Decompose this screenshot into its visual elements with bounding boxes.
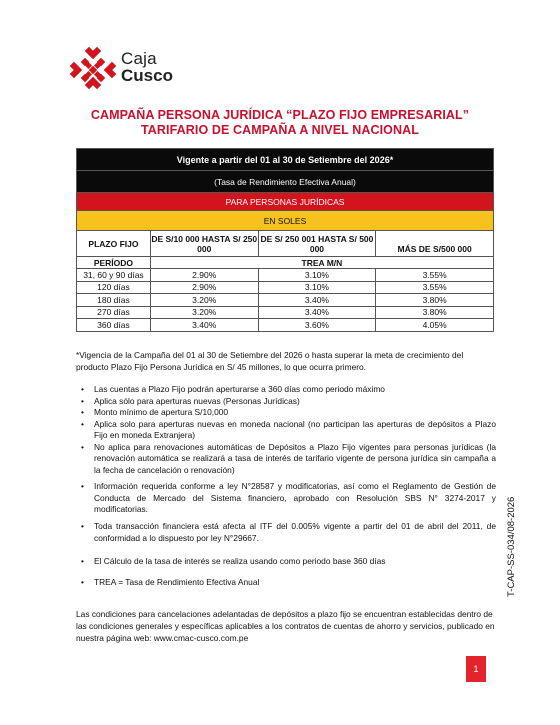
rate-cell: 3.55% xyxy=(376,269,494,282)
table-row xyxy=(77,294,494,307)
rate-cell: 3.20% xyxy=(150,306,258,319)
list-item: • Monto mínimo de apertura S/10,000 xyxy=(76,407,496,419)
rate-cell: 3.60% xyxy=(258,319,376,332)
document-subtitle: TARIFARIO DE CAMPAÑA A NIVEL NACIONAL xyxy=(140,123,419,137)
table-row xyxy=(77,319,494,332)
rate-type-header: (Tasa de Rendimiento Efectiva Anual) xyxy=(77,171,494,193)
conditions-list xyxy=(76,384,496,476)
rate-cell: 3.20% xyxy=(150,294,258,307)
rate-cell: 3.80% xyxy=(376,294,494,307)
period-label: PERÍODO xyxy=(77,257,151,269)
period-cell: 31, 60 y 90 días xyxy=(77,269,151,282)
period-cell: 180 días xyxy=(77,294,151,307)
validity-note: *Vigencia de la Campaña del 01 al 30 de Setiembre del 2026 o hasta superar la meta de crecimiento del producto Plazo Fijo Persona Jurídica en S/ 45 millones, lo que ocurra primero. xyxy=(76,350,464,372)
rate-cell: 3.40% xyxy=(150,319,258,332)
trea-definition-list xyxy=(76,577,496,589)
currency-header: EN SOLES xyxy=(77,211,494,231)
period-cell: 270 días xyxy=(77,306,151,319)
period-cell: 120 días xyxy=(77,281,151,294)
logo-text-cusco: Cusco xyxy=(121,66,173,85)
validity-header: Vigente a partir del 01 al 30 de Setiembre del 2026* xyxy=(77,149,494,171)
rate-cell: 2.90% xyxy=(150,269,258,282)
itf-info-list xyxy=(76,521,496,544)
table-row xyxy=(77,281,494,294)
column-header-plazo: PLAZO FIJO xyxy=(77,231,151,257)
period-cell: 360 días xyxy=(77,319,151,332)
rate-cell: 3.10% xyxy=(258,269,376,282)
rate-cell: 3.10% xyxy=(258,281,376,294)
calc-info-list xyxy=(76,556,496,568)
caja-cusco-logo xyxy=(69,46,179,90)
page-number: 1 xyxy=(466,656,486,682)
rate-cell: 3.40% xyxy=(258,294,376,307)
logo-text-caja: Caja xyxy=(121,49,157,68)
column-header-tier3: MÁS DE S/500 000 xyxy=(376,231,494,257)
rate-cell: 4.05% xyxy=(376,319,494,332)
legal-info-list xyxy=(76,481,496,516)
list-item: • Información requerida conforme a ley N°28587 y modificatorias, así como el Reglamento de Gestión de Conducta de Mercado del Sistema financiero, aprobado con Resolución SBS N° 3274-2017 y modificatorias. xyxy=(76,481,496,516)
segment-header: PARA PERSONAS JURÍDICAS xyxy=(77,193,494,211)
list-item: • TREA = Tasa de Rendimiento Efectiva Anual xyxy=(76,577,496,589)
cross-logo-icon xyxy=(69,46,117,90)
column-header-tier2: DE S/ 250 001 HASTA S/ 500 000 xyxy=(258,231,376,257)
rate-cell: 3.40% xyxy=(258,306,376,319)
document-title: CAMPAÑA PERSONA JURÍDICA “PLAZO FIJO EMPRESARIAL” xyxy=(90,108,470,122)
list-item: • El Cálculo de la tasa de interés se realiza usando como periodo base 360 días xyxy=(76,556,496,568)
list-item: • Aplica solo para aperturas nuevas en moneda nacional (no participan las aperturas de depósitos a Plazo Fijo en moneda Extranjera) xyxy=(76,419,496,442)
table-row xyxy=(77,269,494,282)
list-item: • Toda transacción financiera está afecta al ITF del 0.005% vigente a partir del 01 de abril del 2011, de conformidad a lo dispuesto por ley N°29667. xyxy=(76,521,496,544)
rates-table xyxy=(76,148,494,332)
rate-cell: 3.80% xyxy=(376,306,494,319)
rate-cell: 2.90% xyxy=(150,281,258,294)
rate-cell: 3.55% xyxy=(376,281,494,294)
list-item: • No aplica para renovaciones automáticas de Depósitos a Plazo Fijo vigentes para personas jurídicas (la renovación automática se realizará a tasa de interés de tarifario vigente de persona jurídica sin campaña a la fecha de cancelación o renovación) xyxy=(76,442,496,477)
list-item: • Las cuentas a Plazo Fijo podrán aperturarse a 360 días como periodo máximo xyxy=(76,384,496,396)
column-header-tier1: DE S/10 000 HASTA S/ 250 000 xyxy=(150,231,258,257)
document-code: T-CAP-SS-034/08-2026 xyxy=(506,496,517,597)
footer-text: Las condiciones para cancelaciones adelantadas de depósitos a plazo fijo se encuentran establecidas dentro de las condiciones generales y específicas aplicables a los contratos de cuentas de ahorro y servicios, publicado en nuestra página web: www.cmac-cusco.com.pe xyxy=(76,609,495,643)
list-item: • Aplica sólo para aperturas nuevas (Personas Jurídicas) xyxy=(76,396,496,408)
table-row xyxy=(77,306,494,319)
trea-label: TREA M/N xyxy=(150,257,493,269)
